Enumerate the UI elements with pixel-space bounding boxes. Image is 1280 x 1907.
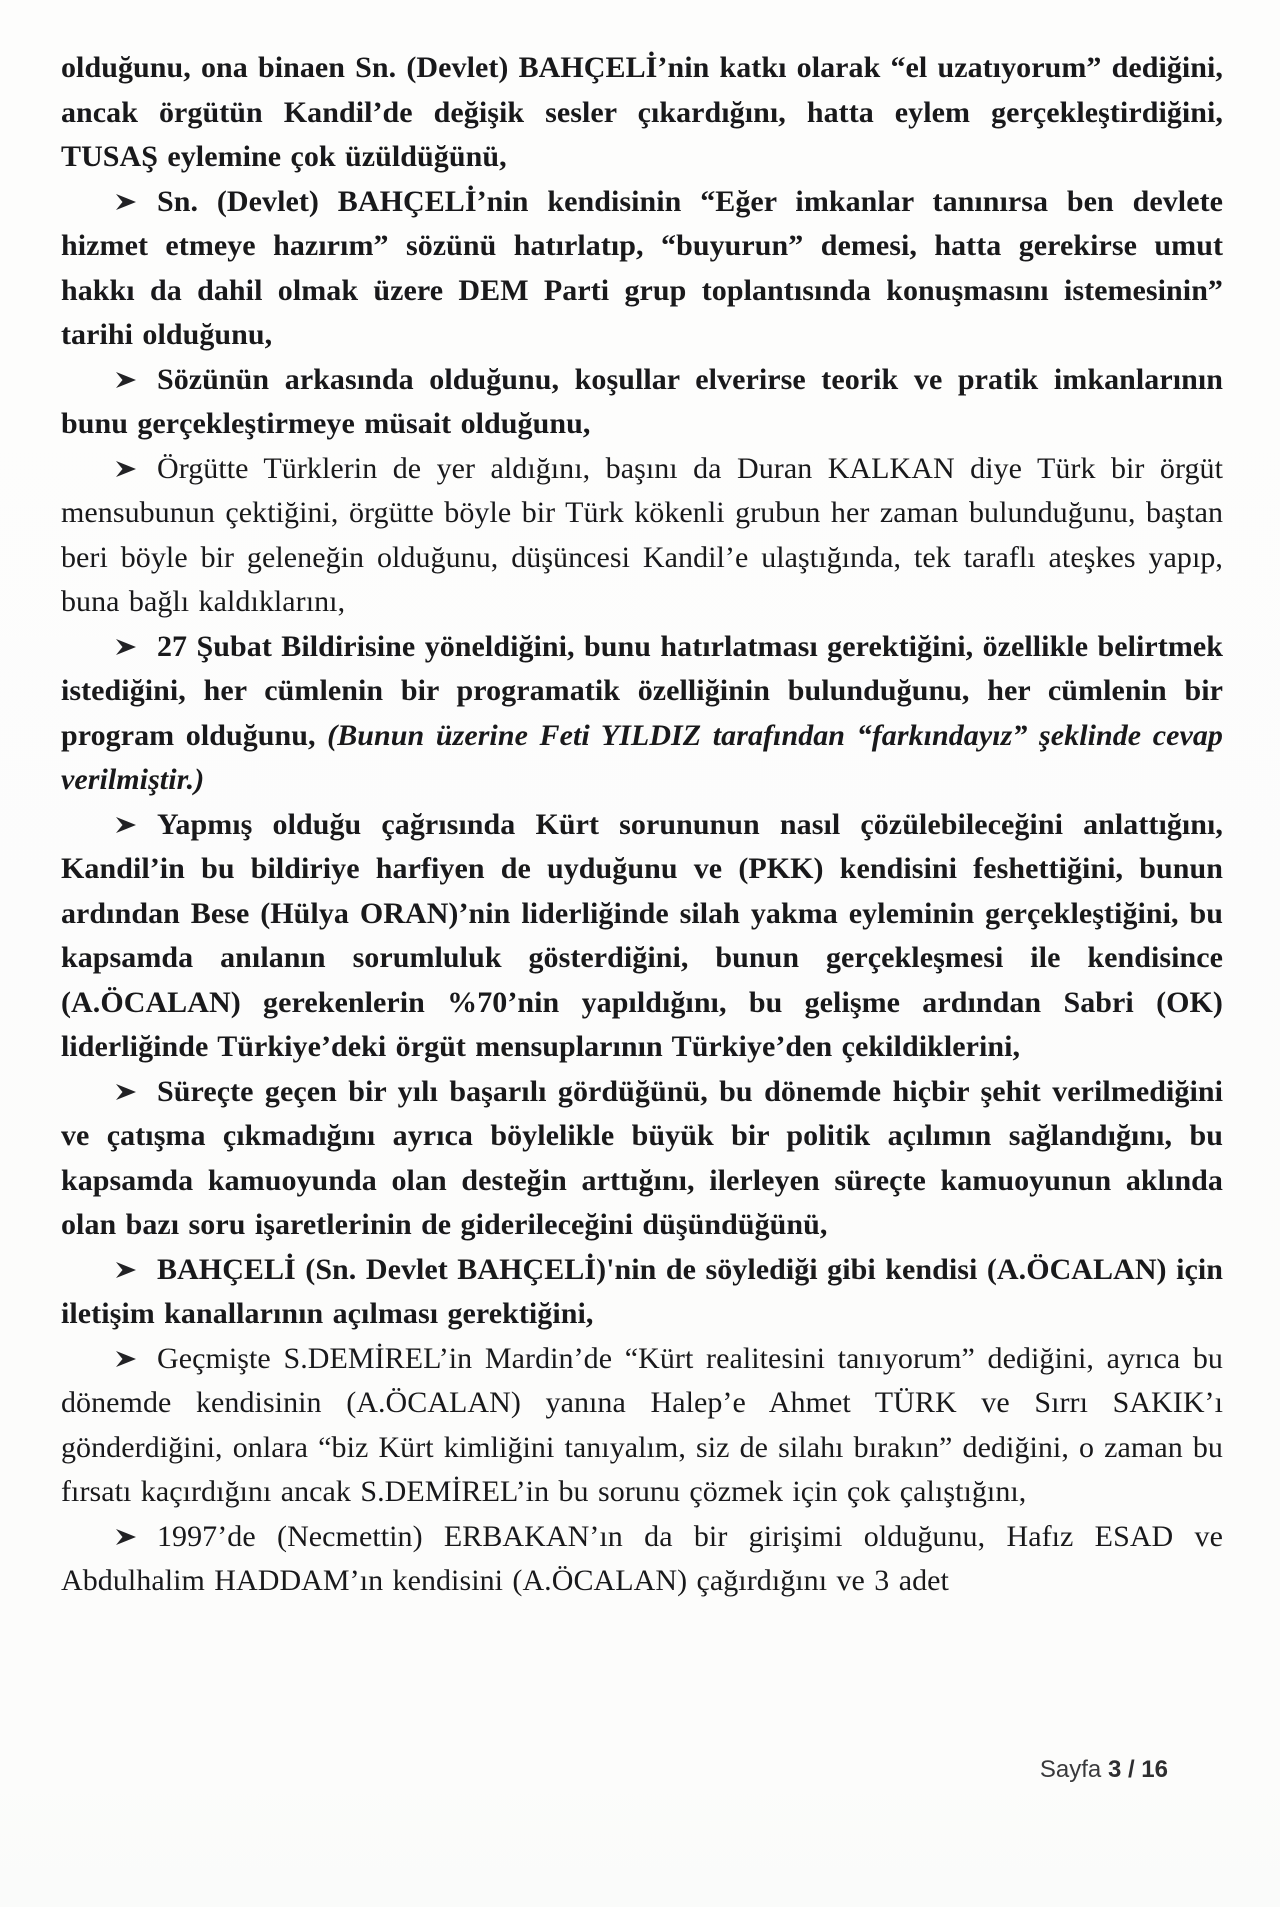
text-run: BAHÇELİ (Sn. Devlet BAHÇELİ)'nin de söylediği gibi kendisi (A.ÖCALAN) için iletişim kanallarının açılması gerektiğini,: [61, 1252, 1223, 1330]
arrowhead-right-icon: [113, 1248, 157, 1293]
text-run: Süreçte geçen bir yılı başarılı gördüğünü, bu dönemde hiçbir şehit verilmediğini ve çatışma çıkmadığını ayrıca böylelikle büyük bir politik açılımın sağlandığını, bu kapsamda kamuoyunda olan desteğin arttığını, ilerleyen süreçte kamuoyunun aklında olan bazı soru işaretlerinin de giderileceğini düşündüğünü,: [61, 1074, 1223, 1241]
arrowhead-right-icon: [113, 1070, 157, 1115]
text-run: 27 Şubat Bildirisine yöneldiğini, bunu hatırlatması gerektiğini, özellikle belirtmek istediğini, her cümlenin bir programatik özelliğinin bulunduğunu, her cümlenin bir program olduğunu,: [61, 629, 1223, 752]
bullet-paragraph: [61, 358, 1223, 447]
text-run: Geçmişte S.DEMİREL’in Mardin’de “Kürt realitesini tanıyorum” dediğini, ayrıca bu dönemde kendisinin (A.ÖCALAN) yanına Halep’e Ahmet TÜRK ve Sırrı SAKIK’ı gönderdiğini, onlara “biz Kürt kimliğini tanıyalım, siz de silahı bırakın” dediğini, o zaman bu fırsatı kaçırdığını ancak S.DEMİREL’in bu sorunu çözmek için çok çalıştığını,: [61, 1341, 1223, 1508]
arrowhead-right-icon: [113, 358, 157, 403]
bullet-paragraph: [61, 625, 1223, 803]
page-footer: [1040, 1756, 1168, 1784]
arrowhead-right-icon: [113, 447, 157, 492]
bullet-paragraph: [61, 1070, 1223, 1248]
bullet-paragraph: [61, 447, 1223, 625]
text-run: Örgütte Türklerin de yer aldığını, başını da Duran KALKAN diye Türk bir örgüt mensubunun çektiğini, örgütte böyle bir Türk kökenli grubun her zaman bulunduğunu, baştan beri böyle bir geleneğin olduğunu, düşüncesi Kandil’e ulaştığında, tek taraflı ateşkes yapıp, buna bağlı kaldıklarını,: [61, 451, 1223, 618]
footer-page-label: Sayfa: [1039, 1756, 1108, 1783]
bullet-paragraph: [61, 803, 1223, 1070]
text-run: Sözünün arkasında olduğunu, koşullar elverirse teorik ve pratik imkanlarının bunu gerçekleştirmeye müsait olduğunu,: [61, 362, 1223, 440]
arrowhead-right-icon: [113, 180, 157, 225]
bullet-paragraph: [61, 1337, 1223, 1515]
bullet-paragraph: [61, 1248, 1223, 1337]
text-run: 1997’de (Necmettin) ERBAKAN’ın da bir girişimi olduğunu, Hafız ESAD ve Abdulhalim HADDAM’ın kendisini (A.ÖCALAN) çağırdığını ve 3 adet: [61, 1519, 1223, 1597]
arrowhead-right-icon: [113, 803, 157, 848]
text-run: (Bunun üzerine Feti YILDIZ tarafından “farkındayız” şeklinde cevap verilmiştir.): [61, 718, 1223, 796]
arrowhead-right-icon: [113, 1515, 157, 1560]
arrowhead-right-icon: [113, 625, 157, 670]
arrowhead-right-icon: [113, 1337, 157, 1382]
text-run: Yapmış olduğu çağrısında Kürt sorununun nasıl çözülebileceğini anlattığını, Kandil’in bu bildiriye harfiyen de uyduğunu ve (PKK) kendisini feshettiğini, bunun ardından Bese (Hülya ORAN)’nin liderliğinde silah yakma eyleminin gerçekleştiğini, bu kapsamda anılanın sorumluluk gösterdiğini, bunun gerçekleşmesi ile kendisince (A.ÖCALAN) gerekenlerin %70’nin yapıldığını, bu gelişme ardından Sabri (OK) liderliğinde Türkiye’deki örgüt mensuplarının Türkiye’den çekildiklerini,: [61, 807, 1223, 1063]
text-run: olduğunu, ona binaen Sn. (Devlet) BAHÇELİ’nin katkı olarak “el uzatıyorum” dediğini, ancak örgütün Kandil’de değişik sesler çıkardığını, hatta eylem gerçekleştirdiğini, TUSAŞ eylemine çok üzüldüğünü,: [61, 51, 1223, 173]
text-run: Sn. (Devlet) BAHÇELİ’nin kendisinin “Eğer imkanlar tanınırsa ben devlete hizmet etmeye hazırım” sözünü hatırlatıp, “buyurun” demesi, hatta gerekirse umut hakkı da dahil olmak üzere DEM Parti grup toplantısında konuşmasını istemesinin” tarihi olduğunu,: [61, 184, 1223, 351]
bullet-paragraph: [61, 1515, 1223, 1604]
paragraph: [61, 46, 1223, 180]
footer-page-number: 3 / 16: [1107, 1756, 1168, 1783]
bullet-paragraph: [61, 180, 1223, 358]
